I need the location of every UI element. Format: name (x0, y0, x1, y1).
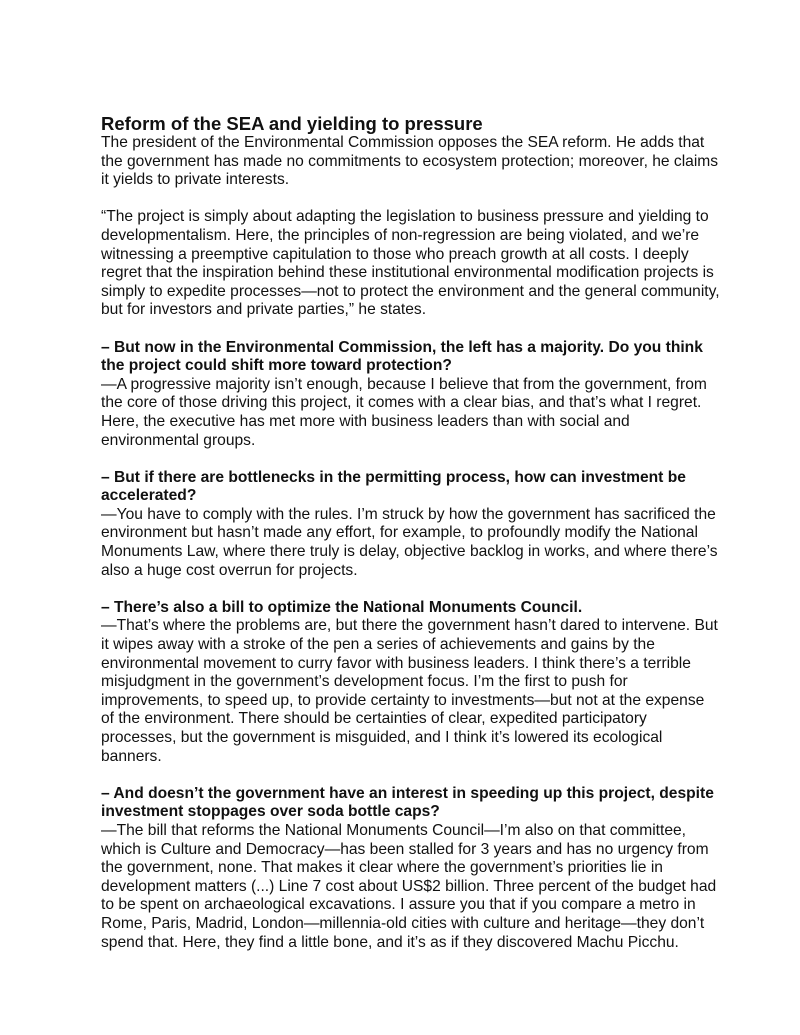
spacer (101, 320, 721, 339)
interview-question: – But now in the Environmental Commission, the left has a majority. Do you think the project could shift more toward protection? (101, 338, 703, 375)
quote-paragraph: “The project is simply about adapting the legislation to business pressure and yielding to developmentalism. Here, the principles of non-regression are being violated, and we’re witnessing a preemptive capitulation to those who preach growth at all costs. I deeply regret that the inspiration behind these institutional environmental modification projects is simply to expedite processes—not to protect the environment and the general community, but for investors and private parties,” he states. (101, 208, 720, 319)
interview-answer: —You have to comply with the rules. I’m struck by how the government has sacrificed the environment but hasn’t made any effort, for example, to profoundly modify the National Monuments Law, where there truly is delay, objective backlog in works, and where there’s also a huge cost overrun for projects. (101, 505, 718, 579)
interview-answer: —The bill that reforms the National Monuments Council—I’m also on that committee, which is Culture and Democracy—has been stalled for 3 years and has no urgency from the government, none. That makes it clear where the government’s priorities lie in development matters (...) Line 7 cost about US$2 billion. Three percent of the budget had to be spent on archaeological excavations. I assure you that if you compare a metro in Rome, Paris, Madrid, London—millennia-old cities with culture and heritage—they don’t spend that. Here, they find a little bone, and it’s as if they discovered Machu Picchu. (101, 821, 717, 951)
spacer (101, 766, 721, 785)
intro-paragraph: The president of the Environmental Commission opposes the SEA reform. He adds that the government has made no commitments to ecosystem protection; moreover, he claims it yields to private interests. (101, 134, 719, 189)
section-heading: Reform of the SEA and yielding to pressure (101, 113, 483, 134)
interview-answer: —That’s where the problems are, but there the government hasn’t dared to intervene. But it wipes away with a stroke of the pen a series of achievements and gains by the environmental movement to curry favor with business leaders. I think there’s a terrible misjudgment in the government’s development focus. I’m the first to push for improvements, to speed up, to provide certainty to investments—but not at the expense of the environment. There should be certainties of clear, expedited participatory processes, but the government is misguided, and I think it’s lowered its ecological banners. (101, 617, 718, 765)
spacer (101, 450, 721, 469)
interview-question: – There’s also a bill to optimize the National Monuments Council. (101, 598, 583, 616)
interview-question: – But if there are bottlenecks in the permitting process, how can investment be accelerated? (101, 468, 686, 505)
spacer (101, 580, 721, 599)
interview-answer: —A progressive majority isn’t enough, because I believe that from the government, from the core of those driving this project, it comes with a clear bias, and that’s what I regret. Here, the executive has met more with business leaders than with social and environmental groups. (101, 375, 707, 449)
article (101, 113, 721, 952)
interview-question: – And doesn’t the government have an interest in speeding up this project, despite investment stoppages over soda bottle caps? (101, 784, 714, 821)
spacer (101, 190, 721, 209)
